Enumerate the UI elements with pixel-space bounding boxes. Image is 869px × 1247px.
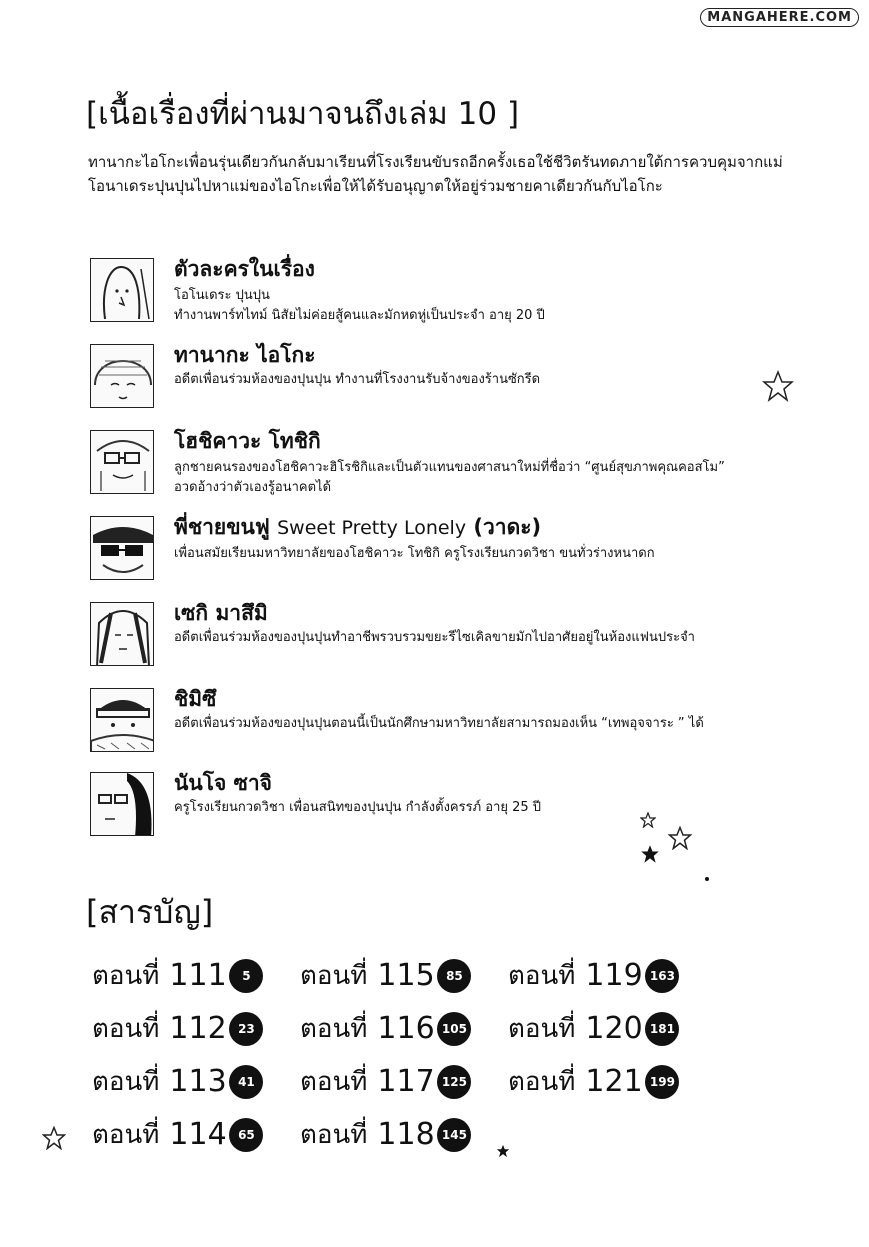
portrait-sachi <box>90 772 154 836</box>
character-desc: ครูโรงเรียนกวดวิชา เพื่อนสนิทของปุนปุน กำลังตั้งครรภ์ อายุ 25 ปี <box>174 800 542 815</box>
toshiki-portrait-icon <box>91 431 154 494</box>
shimizu-portrait-icon <box>91 689 154 752</box>
star-outline-icon <box>42 1126 66 1150</box>
toc-entry <box>300 1060 471 1104</box>
character-desc: ลูกชายคนรองของโฮชิคาวะฮิโรชิกิและเป็นตัวแทนของศาสนาใหม่ที่ชื่อว่า “ศูนย์สุขภาพคุณคอสโม” อวดอ้างว่าตัวเองรู้อนาคตได้ <box>174 460 725 495</box>
toc-label: ตอนที่ <box>300 961 368 991</box>
star-filled-icon <box>496 1144 510 1158</box>
toc-label: ตอนที่ <box>92 1067 160 1097</box>
toc-label: ตอนที่ <box>92 961 160 991</box>
character-desc: อดีตเพื่อนร่วมห้องของปุนปุน ทำงานที่โรงงานรับจ้างของร้านซักรีด <box>174 372 541 387</box>
toc-page-badge: 65 <box>229 1118 263 1152</box>
toc-entry <box>92 954 263 998</box>
character-5 <box>90 602 790 672</box>
toc-page-badge: 145 <box>437 1118 471 1152</box>
character-6 <box>90 688 790 758</box>
toc-page-badge: 181 <box>645 1012 679 1046</box>
character-4 <box>90 516 790 586</box>
toc-entry <box>300 1113 471 1157</box>
toc-chapter: 118 <box>377 1117 435 1152</box>
toc-entry <box>92 1007 263 1051</box>
star-outline-icon <box>762 370 794 402</box>
toc-page-badge: 125 <box>437 1065 471 1099</box>
portrait-aiko <box>90 344 154 408</box>
portrait-toshiki <box>90 430 154 494</box>
character-2 <box>90 344 790 414</box>
character-1 <box>90 258 790 328</box>
toc-chapter: 116 <box>377 1011 435 1046</box>
star-filled-icon <box>640 844 660 864</box>
character-desc: อดีตเพื่อนร่วมห้องของปุนปุนทำอาชีพรวบรวมขยะรีไซเคิลขายมักไปอาศัยอยู่ในห้องแฟนประจำ <box>174 630 695 645</box>
portrait-shimizu <box>90 688 154 752</box>
toc-page-badge: 5 <box>229 959 263 993</box>
portrait-wada <box>90 516 154 580</box>
character-desc: อดีตเพื่อนร่วมห้องของปุนปุนตอนนี้เป็นนักศึกษามหาวิทยาลัยสามารถมองเห็น “เทพอุจจาระ ” ได้ <box>174 716 704 731</box>
character-name: ทานากะ ไอโกะ <box>174 343 316 367</box>
character-name: โฮชิคาวะ โทชิกิ <box>174 429 321 453</box>
toc-entry <box>92 1060 263 1104</box>
character-name-latin: Sweet Pretty Lonely <box>277 517 467 539</box>
toc-chapter: 113 <box>169 1064 227 1099</box>
toc-label: ตอนที่ <box>92 1120 160 1150</box>
toc-page-badge: 41 <box>229 1065 263 1099</box>
masumi-portrait-icon <box>91 603 154 666</box>
watermark: MANGAHERE.COM <box>700 8 859 27</box>
character-name: เซกิ มาสึมิ <box>174 601 268 625</box>
toc-chapter: 121 <box>585 1064 643 1099</box>
characters-heading: ตัวละครในเรื่อง <box>174 257 315 281</box>
star-outline-icon <box>640 812 656 828</box>
toc-title: [สารบัญ] <box>86 893 214 931</box>
toc-page-badge: 23 <box>229 1012 263 1046</box>
summary-body: ทานากะไอโกะเพื่อนรุ่นเดียวกันกลับมาเรียนที่โรงเรียนขับรถอีกครั้งเธอใช้ชีวิตรันทดภายใต้การควบคุมจากแม่โอนาเดระปุนปุนไปหาแม่ของไอโกะเพื่อให้ได้รับอนุญาตให้อยู่ร่วมชายคาเดียวกันกับไอโกะ <box>88 153 783 195</box>
character-name: ชิมิซึ <box>174 687 217 711</box>
aiko-portrait-icon <box>91 345 154 408</box>
wada-portrait-icon <box>91 517 154 580</box>
toc-page-badge: 163 <box>645 959 679 993</box>
toc-chapter: 112 <box>169 1011 227 1046</box>
toc-chapter: 111 <box>169 958 227 993</box>
dot-icon <box>704 876 710 882</box>
toc-entry <box>508 1060 679 1104</box>
toc-page-badge: 105 <box>437 1012 471 1046</box>
toc-page-badge: 85 <box>437 959 471 993</box>
toc-page-badge: 199 <box>645 1065 679 1099</box>
toc-entry <box>300 1007 471 1051</box>
toc-label: ตอนที่ <box>508 961 576 991</box>
toc-chapter: 114 <box>169 1117 227 1152</box>
character-name-thai: พี่ชายขนฟู <box>174 515 278 539</box>
character-name <box>174 512 541 543</box>
star-outline-icon <box>668 826 692 850</box>
toc-entry <box>92 1113 263 1157</box>
toc-chapter: 117 <box>377 1064 435 1099</box>
toc-entry <box>508 1007 679 1051</box>
toc-entry <box>508 954 679 998</box>
portrait-punpun <box>90 258 154 322</box>
toc-chapter: 119 <box>585 958 643 993</box>
toc-label: ตอนที่ <box>300 1067 368 1097</box>
toc-chapter: 115 <box>377 958 435 993</box>
toc-label: ตอนที่ <box>508 1067 576 1097</box>
character-desc: โอโนเดระ ปุนปุน ทำงานพาร์ทไทม์ นิสัยไม่ค่อยสู้คนและมักหดหู่เป็นประจำ อายุ 20 ปี <box>174 288 545 323</box>
summary-title: [เนื้อเรื่องที่ผ่านมาจนถึงเล่ม 10 ] <box>86 96 520 132</box>
toc-label: ตอนที่ <box>92 1014 160 1044</box>
portrait-masumi <box>90 602 154 666</box>
character-name: นันโจ ซาจิ <box>174 771 272 795</box>
character-3 <box>90 430 790 500</box>
punpun-bird-icon <box>91 259 154 322</box>
toc-label: ตอนที่ <box>300 1120 368 1150</box>
toc-label: ตอนที่ <box>300 1014 368 1044</box>
toc-entry <box>300 954 471 998</box>
sachi-portrait-icon <box>91 773 154 836</box>
toc-chapter: 120 <box>585 1011 643 1046</box>
character-desc: เพื่อนสมัยเรียนมหาวิทยาลัยของโฮชิคาวะ โทชิกิ ครูโรงเรียนกวดวิชา ขนทั่วร่างหนาดก <box>174 546 655 561</box>
character-name-thai-suffix: (วาดะ) <box>466 515 542 539</box>
toc-label: ตอนที่ <box>508 1014 576 1044</box>
